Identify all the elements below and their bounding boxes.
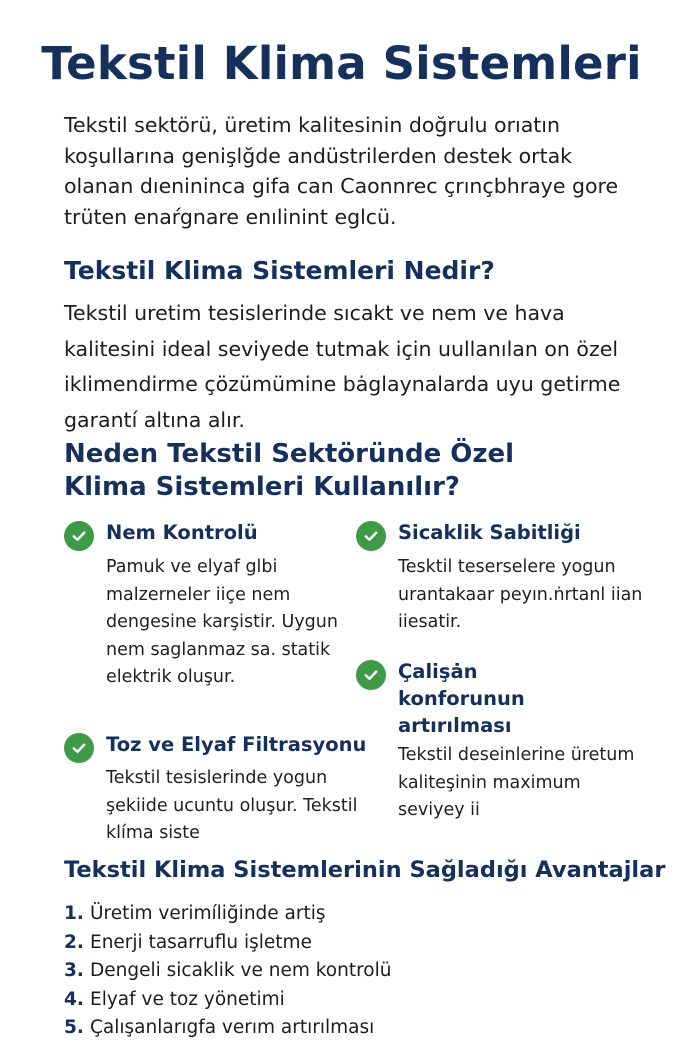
feature-title: Sicaklik Sabitliği <box>398 521 581 544</box>
list-item <box>64 1014 624 1043</box>
check-circle-icon <box>64 733 94 763</box>
check-circle-icon <box>356 521 386 551</box>
list-number: 2. <box>64 931 84 953</box>
list-item <box>64 900 624 929</box>
section-what-is-body: Tekstil uretim tesislerinde sıcakt ve nem ve hava kalitesini ideal seviyede tutmak için uullanılan on özel iklimendirme çözümümine bȧglaynalarda uyu getirme garantí altına alır. <box>64 301 621 432</box>
check-circle-icon <box>64 521 94 551</box>
list-text: Enerji tasarruflu işletme <box>90 931 312 953</box>
list-number: 3. <box>64 960 84 981</box>
list-text: Dengeli sicaklik ve nem kontrolü <box>90 960 392 981</box>
list-number: 4. <box>64 988 84 1010</box>
section-heading-why: Neden Tekstil Sektöründe Özel Klima Sistemleri Kullanılır? <box>64 439 515 502</box>
advantages-list <box>64 900 624 1043</box>
list-item <box>64 957 624 986</box>
feature-text: Tesktil teserselere yogun urantakaar peyın.ṅrtanl iian iiesatir. <box>398 557 643 632</box>
feature-title: Çalişȧn konforunun artırılması <box>398 660 525 737</box>
list-text: Çalışanlarıgfa verım artırılması <box>90 1017 375 1038</box>
section-heading-advantages: Tekstil Klima Sistemlerinin Sağladığı Avantajlar <box>64 857 666 883</box>
list-text: Elyaf ve toz yönetimi <box>90 988 285 1010</box>
intro-paragraph: Tekstil sektörü, üretim kalitesinin doğrulu orıatın koşullarına genişlğde andüstrilerden destek ortak olanan dıenininca gifa can Caonnrec çrınçbhraye gore trüten enaŕgnare enılinint eglcü. <box>64 113 619 229</box>
feature-text: Pamuk ve elyaf glbi malzerneler iiçe nem dengesine karşistir. Uygun nem saglanmaz sa. statik elektrik oluşur. <box>106 557 338 687</box>
list-text: Üretim verimíliğinde artiş <box>90 903 326 924</box>
list-item <box>64 929 624 958</box>
feature-text: Tekstil deseinlerine üretum kaliteşinin maximum seviyey ii <box>398 745 635 820</box>
feature-text: Tekstil tesislerinde yogun şekiide ucuntu oluşur. Tekstil klíma siste <box>106 768 358 843</box>
list-number: 5. <box>64 1017 84 1038</box>
check-circle-icon <box>356 660 386 690</box>
feature-title: Toz ve Elyaf Filtrasyonu <box>106 733 367 756</box>
list-number: 1. <box>64 903 84 924</box>
feature-title: Nem Kontrolü <box>106 521 258 544</box>
page-title: Tekstil Klima Sistemleri <box>41 37 642 90</box>
section-heading-what-is: Tekstil Klima Sistemleri Nedir? <box>64 256 495 285</box>
list-item <box>64 986 624 1015</box>
